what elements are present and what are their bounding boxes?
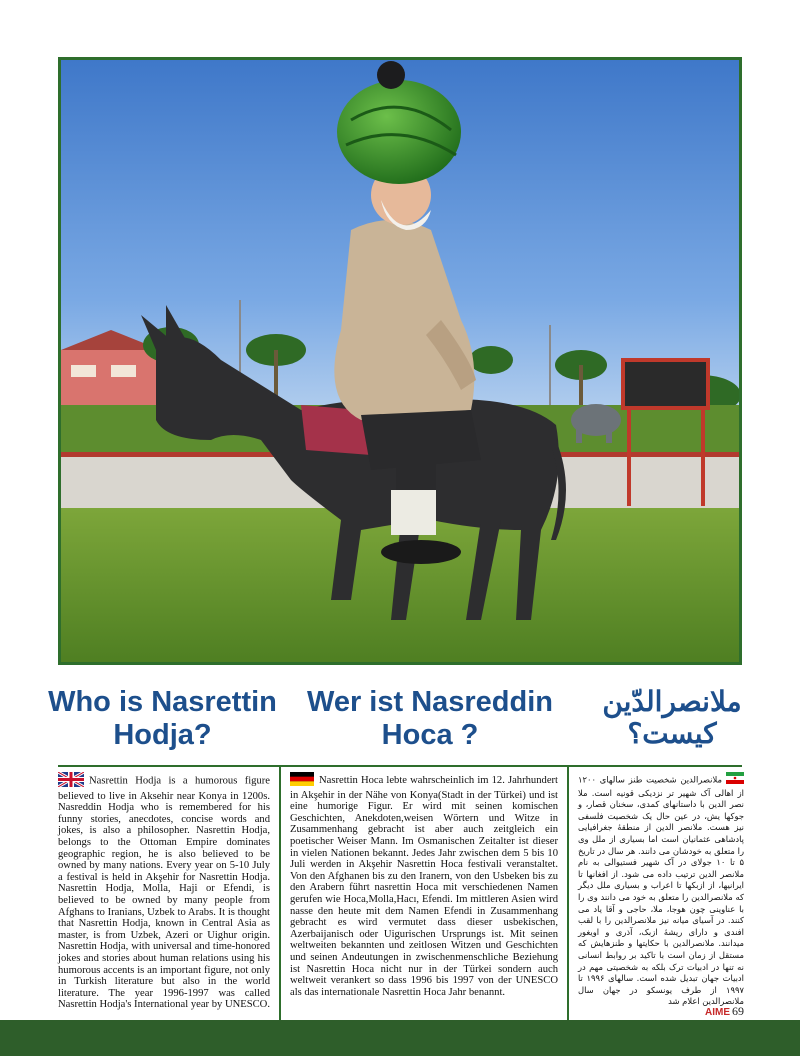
- german-body-text: Nasrettin Hoca lebte wahrscheinlich im 12. Jahrhundert in Akşehir in der Nähe von Konya(Stadt in der Türkei) und ist eine humorige Figur. Er wird mit seinen komischen Geschichten, Anekdoten,weisen Wörtern und Witze in Zusammenhang gebracht ist aber auch zeitgleich ein poetischer Weiser Mann. Im Osmanischen Zeitalter ist dieser in vielen Nationen bekannt. Jedes Jahr zwischen dem 5 bis 10 Juli werden in Akşehir Nasrettin Hoca festivali veranstaltet. Von den Afghanen bis zu den Iranern, von den Usbeken bis zu den Arabern führt nasrettin Hoca mit verschiedenen Namen gerufen wie Hoca,Molla,Hacı, Efendi. Im mittleren Asien wird nasse den heute mit dem Namen Efendi in Zusammenhang gebracht es wird vermutet dass dieser usbekischen, Azerbaijanisch oder Uigurischen Ursprungs ist. Mit seinen weltweiten bekannten und zeitlosen Witzen und Geschichten und seinen Andeutungen in zwischenmenschliche Beziehung ist Nasrettin Hoca nicht nur in der Türkei sondern auch weltweit verankert so dass 1996 bis 1997 von der UNESCO als das internationale Nasrettin Hoca Jahr benannt.: [290, 775, 558, 998]
- german-heading: Wer ist Nasreddin Hoca ?: [306, 686, 554, 752]
- page-number-value: 69: [732, 1004, 744, 1018]
- iran-flag-icon: [726, 772, 744, 788]
- nasreddin-statue-photo: [58, 57, 742, 665]
- section-divider: [58, 765, 742, 767]
- column-divider: [567, 767, 569, 1020]
- persian-column: [578, 772, 744, 1008]
- footer-bar: [0, 1020, 800, 1056]
- uk-flag-icon: [58, 772, 84, 791]
- english-heading: Who is Nasrettin Hodja?: [48, 686, 277, 752]
- english-column: [58, 772, 270, 1011]
- persian-heading: ملانصرالدّین کیست؟: [602, 686, 742, 750]
- aime-logo: AIME: [705, 1007, 730, 1018]
- page-number: [705, 1004, 744, 1019]
- english-body-text: Nasrettin Hodja is a humorous figure believed to live in Aksehir near Konya in 1200s. Nasreddin Hodja who is remembered for his funny stories, anecdotes, concise words and jokes, is also a philosopher. Nasrettin Hodja, belongs to the Ottoman Empire dominates geographic region, he is also believed to be owned by many nations. Every year on 5-10 July a festival is held in Akşehir for Nasrettin Hodja. Nasrettin Hodja, Molla, Haji or Efendi, is believed to be owned by many people from Afghans to Iranians, Uzbek to Arabs. It is thought that Nasrettin Hodja, known in Central Asia as master, is from Uzbek, Azeri or Uighur origin. Nasrettin Hodja, with universal and time-honored jokes and stories about human relations using his humorous accents is an important figure, not only in Turkish literature but also in the world literature. The year 1996-1997 was called Nasrettin Hodja's International year by UNESCO.: [58, 775, 270, 1011]
- germany-flag-icon: [290, 772, 314, 790]
- persian-body-text: ملانصرالدین شخصیت طنز سالهای ۱۲۰۰ از اهالی آک شهیر تر نزدیکی قونیه است. ملا نصر الدین با داستانهای کمدی، سخنان قصار، و جوکها یش، در عین حال یک شخصیت فلسفی نیز هست. ملانصر الدین از منطقهٔ جغرافیایی پادشاهی عثمانیان است اما بسیاری از ملل وی را متعلق به خودشان می دانند. هر سال در تاریخ ۵ تا ۱۰ جولای در آک شهیر فستیوالی به نام ملانصر الدین ترتیب داده می شود. از افغانها تا ایرانیها، از ازبکها تا اعراب و بسیاری ملل دیگر که ملانصرالدین را متعلق به خود می دانند وی را با عناوینی چون هوجا، ملا، حاجی و آقا یاد می کنند. در آسیای میانه نیز ملانصرالدین را با لقب افندی و دارای ریشهٔ ازبک، آذری و اویغور میدانند. ملانصرالدین با حکایتها و طنزهایش که مستقل از زمان است با تاکید بر روابط انسانی نه تنها در ادبیات ترک بلکه به شخصیتی مهم در ادبیات جهان تبدیل شده است. سالهای ۱۹۹۶ تا ۱۹۹۷ از طرف یونسکو در جهان سال ملانصرالدین اعلام شد: [578, 774, 744, 1007]
- column-divider: [279, 767, 281, 1020]
- german-column: [290, 772, 558, 998]
